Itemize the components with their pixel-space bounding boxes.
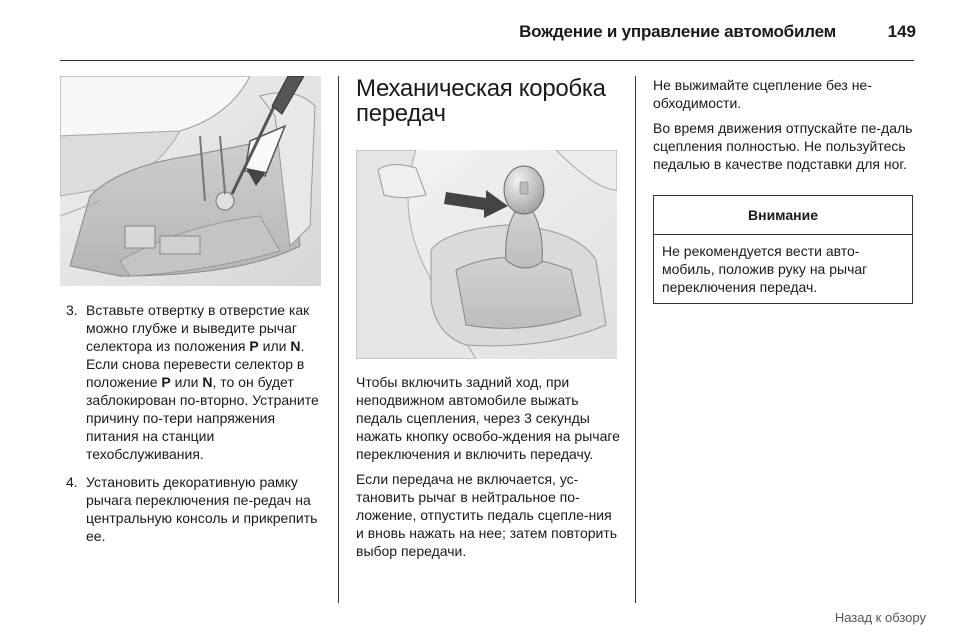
header-title: Вождение и управление автомобилем: [519, 22, 836, 41]
paragraph: Во время движения отпускайте пе-даль сцепления полностью. Не пользуйтесь педалью в качестве подставки для ног.: [653, 120, 913, 172]
list-item: 4. Установить декоративную рамку рычага переключения пе-редач на центральную консоль и прикрепить ее.: [66, 474, 318, 544]
paragraph: Если передача не включается, ус-тановить рычаг в нейтральное по-ложение, отпустить педаль сцепле-ния и вновь нажать на нее; затем повторить выбор передачи.: [356, 471, 618, 559]
column-divider-right: [635, 76, 636, 603]
screwdriver-illustration: [60, 76, 321, 286]
paragraph: Не выжимайте сцепление без не-обходимости.: [653, 77, 872, 111]
gear-lever-illustration: [356, 150, 617, 359]
column-divider-left: [338, 76, 339, 603]
clutch-advice-text: [653, 76, 918, 180]
section-title: Механическая коробка передач: [356, 75, 606, 127]
paragraph: Чтобы включить задний ход, при неподвижном автомобиле выжать педаль сцепления, через 3 секунды нажать кнопку освобо-ждения на рычаге переключения и включить передачу.: [356, 374, 620, 462]
manual-gearbox-text: [356, 373, 621, 567]
back-to-overview-link[interactable]: Назад к обзору: [834, 610, 926, 625]
warning-text: Не рекомендуется вести авто-мобиль, положив руку на рычаг переключения передач.: [662, 243, 868, 295]
header-rule: [60, 60, 914, 61]
list-item: 3. Вставьте отвертку в отверстие как можно глубже и выведите рычаг селектора из положения P или N. Если снова перевести селектор в положение P или N, то он будет заблокирован по-вторно. Устраните причину по-тери напряжения питания на станции техобслуживания.: [66, 302, 319, 462]
page-number: 149: [887, 22, 916, 41]
instruction-steps: [60, 301, 322, 555]
step-number: 3.: [66, 302, 78, 318]
warning-box: [653, 195, 913, 304]
step-number: 4.: [66, 474, 78, 490]
warning-title: Внимание: [654, 196, 912, 235]
